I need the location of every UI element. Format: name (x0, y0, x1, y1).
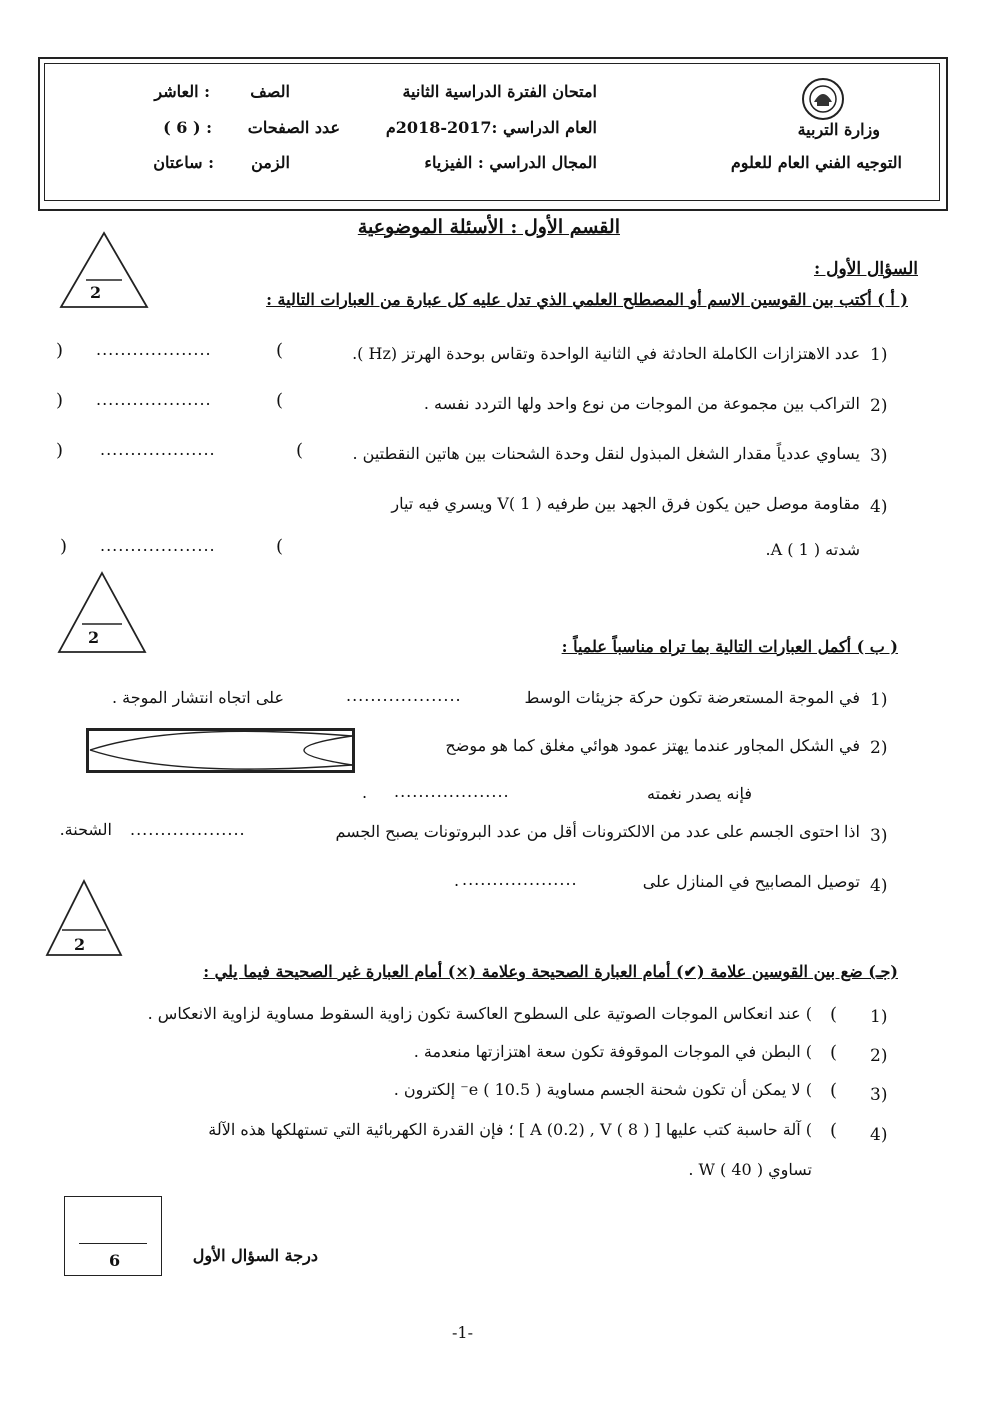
b-item-2-text: في الشكل المجاور عندما يهتز عمود هوائي مغلق كما هو موضح (445, 736, 860, 755)
part-a-title: ( أ ) أكتب بين القوسين الاسم أو المصطلح العلمي الذي تدل عليه كل عبارة من العبارات التالية : (266, 290, 908, 309)
a-item-3-text: يساوي عددياً مقدار الشغل المبذول لنقل وحدة الشحنات بين هاتين النقطتين . (352, 444, 860, 463)
a-item-4-text: مقاومة موصل حين يكون فرق الجهد بين طرفيه V( 1 ) ويسري فيه تيار (391, 494, 860, 513)
c-item-3-text: ) لا يمكن أن تكون شحنة الجسم مساوية ( 10.5 ) e⁻ إلكترون . (393, 1080, 812, 1099)
b-item-4-blank[interactable]: ................... (462, 870, 578, 889)
a-item-2-blank[interactable]: ................... (96, 390, 212, 409)
pages-value: : ( 6 ) (163, 118, 212, 137)
a-item-2-num: 2) (870, 396, 888, 416)
b-item-3-num: 3) (870, 826, 888, 846)
a-item-1-paren-close: ) (56, 340, 64, 361)
b-item-1-text: في الموجة المستعرضة تكون حركة جزيئات الوسط (524, 688, 860, 707)
b-item-4-period: . (454, 871, 460, 890)
a-item-4-text-cont: شدته A ( 1 ). (765, 540, 860, 559)
a-item-4-blank[interactable]: ................... (100, 536, 216, 555)
a-item-1-num: 1) (870, 345, 888, 365)
a-item-3-paren-close: ) (56, 440, 64, 461)
a-item-3-paren-open: ( (296, 440, 304, 461)
score-a: 2 (90, 283, 102, 302)
score-c: 2 (74, 935, 86, 954)
academic-year: العام الدراسي :2017-2018م (385, 118, 597, 137)
c-item-1-checkbox[interactable]: ( (830, 1004, 838, 1025)
part-c-title: (جـ) ضع بين القوسين علامة (✔) أمام العبارة الصحيحة وعلامة (×) أمام العبارة غير الصحيحة فيما يلي : (203, 962, 898, 981)
time-value: : ساعتان (153, 153, 214, 172)
ministry-name: وزارة التربية (797, 120, 880, 139)
closed-air-column-figure (86, 728, 356, 774)
directorate-name: التوجيه الفني العام للعلوم (730, 153, 902, 172)
b-item-3-text-end: الشحنة. (59, 820, 112, 839)
a-item-3-blank[interactable]: ................... (100, 440, 216, 459)
time-label: الزمن (251, 153, 290, 172)
c-item-1-num: 1) (870, 1007, 888, 1027)
a-item-4-paren-open: ( (276, 536, 284, 557)
c-item-2-text: ) البطن في الموجات الموقوفة تكون سعة اهتزازتها منعدمة . (413, 1042, 812, 1061)
b-item-1-num: 1) (870, 690, 888, 710)
exam-title: امتحان الفترة الدراسية الثانية (402, 82, 597, 101)
subject: المجال الدراسي : الفيزياء (424, 153, 597, 172)
a-item-4-paren-close: ) (60, 536, 68, 557)
b-item-2-period: . (362, 783, 368, 802)
a-item-1-paren-open: ( (276, 340, 284, 361)
b-item-1-text-end: على اتجاه انتشار الموجة . (112, 688, 284, 707)
c-item-2-checkbox[interactable]: ( (830, 1042, 838, 1063)
score-triangle-b (56, 570, 148, 656)
total-score: 6 (109, 1251, 121, 1270)
b-item-2-num: 2) (870, 738, 888, 758)
b-item-2-text-cont: فإنه يصدر نغمته (646, 784, 752, 803)
c-item-3-checkbox[interactable]: ( (830, 1080, 838, 1101)
c-item-4-text: ) آلة حاسبة كتب عليها [ A (0.2) , V ( 8 ) ] ؛ فإن القدرة الكهربائية التي تستهلكها هذه الآلة (208, 1120, 812, 1139)
c-item-4-checkbox[interactable]: ( (830, 1120, 838, 1141)
c-item-3-num: 3) (870, 1085, 888, 1105)
grade-value: : العاشر (154, 82, 210, 101)
b-item-1-blank[interactable]: ................... (346, 686, 462, 705)
a-item-4-num: 4) (870, 497, 888, 517)
a-item-2-paren-open: ( (276, 390, 284, 411)
question1-heading: السؤال الأول : (813, 259, 918, 279)
total-score-label: درجة السؤال الأول (192, 1246, 318, 1265)
page-number: -1- (452, 1323, 473, 1342)
total-score-line (79, 1243, 147, 1244)
c-item-1-text: ) عند انعكاس الموجات الصوتية على السطوح العاكسة تكون زاوية السقوط مساوية لزاوية الانعكاس . (147, 1004, 812, 1023)
ministry-emblem-icon (800, 76, 846, 122)
b-item-4-num: 4) (870, 876, 888, 896)
a-item-3-num: 3) (870, 446, 888, 466)
b-item-3-blank[interactable]: ................... (130, 820, 246, 839)
score-triangle-a (58, 230, 150, 310)
c-item-2-num: 2) (870, 1046, 888, 1066)
b-item-3-text: اذا احتوى الجسم على عدد من الالكترونات أقل من عدد البروتونات يصبح الجسم (335, 822, 860, 841)
score-b: 2 (88, 628, 100, 647)
a-item-2-paren-close: ) (56, 390, 64, 411)
a-item-1-blank[interactable]: ................... (96, 340, 212, 359)
b-item-2-blank[interactable]: ................... (394, 782, 510, 801)
section-title: القسم الأول : الأسئلة الموضوعية (357, 216, 620, 238)
b-item-4-text: توصيل المصابيح في المنازل على (642, 872, 860, 891)
c-item-4-text-cont: تساوي W ( 40 ) . (688, 1160, 812, 1179)
a-item-2-text: التراكب بين مجموعة من الموجات من نوع واحد ولها التردد نفسه . (423, 394, 860, 413)
part-b-title: ( ب ) أكمل العبارات التالية بما تراه مناسباً علمياً : (561, 637, 898, 656)
total-score-box (64, 1196, 162, 1276)
c-item-4-num: 4) (870, 1125, 888, 1145)
grade-label: الصف (250, 82, 290, 101)
a-item-1-text: عدد الاهتزازات الكاملة الحادثة في الثانية الواحدة وتقاس بوحدة الهرتز (Hz ). (352, 344, 860, 363)
pages-label: عدد الصفحات (247, 118, 340, 137)
